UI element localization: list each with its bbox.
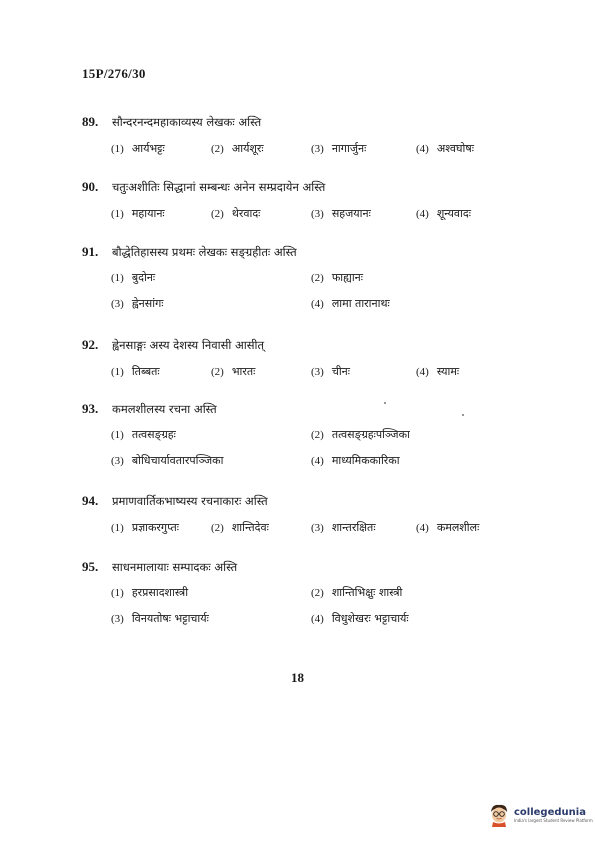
scan-speck [384, 402, 386, 404]
question-94 [82, 492, 532, 535]
question-number: 95. [82, 559, 99, 574]
option-2: (2) शान्तिभिक्षुः शास्त्री [311, 586, 403, 599]
question-text: ह्वेनसाङ्गः अस्य देशस्य निवासी आसीत् [112, 338, 265, 352]
option-2: (2) भारतः [211, 365, 256, 378]
option-4: (4) माध्यमिककारिका [311, 454, 400, 467]
option-2: (2) थेरवादः [211, 207, 261, 220]
option-2: (2) तत्वसङ्ग्रहःपञ्जिका [311, 428, 410, 441]
option-3: (3) बोधिचार्यावतारपञ्जिका [111, 454, 224, 467]
question-text: साधनमालायाः सम्पादकः अस्ति [112, 560, 238, 574]
option-3: (3) सहजयानः [311, 207, 371, 220]
question-number: 92. [82, 337, 99, 352]
page-number: 18 [291, 670, 304, 685]
option-1: (1) तिब्बतः [111, 365, 160, 378]
option-4: (4) कमलशीलः [416, 521, 480, 534]
question-text: कमलशीलस्य रचना अस्ति [112, 402, 217, 416]
question-95 [82, 558, 532, 626]
question-number: 90. [82, 179, 99, 194]
option-2: (2) फाह्यानः [311, 271, 363, 284]
option-4: (4) लामा तारानाथः [311, 297, 390, 310]
option-2: (2) शान्तिदेवः [211, 521, 269, 534]
logo-tagline: India's largest Student Review Platform [514, 817, 593, 823]
question-91 [82, 243, 532, 311]
option-1: (1) हरप्रसादशास्त्री [111, 586, 189, 599]
question-92 [82, 336, 532, 379]
option-4: (4) विधुशेखरः भट्टाचार्यः [311, 612, 409, 625]
logo-brand-text: collegedunia [514, 806, 586, 818]
options [82, 364, 532, 379]
options [82, 206, 532, 221]
question-number: 93. [82, 401, 99, 416]
option-3: (3) चीनः [311, 365, 350, 378]
option-1: (1) प्रज्ञाकरगुप्तः [111, 521, 180, 534]
option-3: (3) शान्तरक्षितः [311, 521, 376, 534]
paper-code: 15P/276/30 [82, 66, 146, 81]
option-1: (1) तत्वसङ्ग्रहः [111, 428, 176, 441]
option-3: (3) ह्वेनसांगः [111, 297, 164, 310]
options [82, 141, 532, 156]
scan-speck [462, 414, 464, 416]
question-number: 91. [82, 244, 99, 259]
option-1: (1) महायानः [111, 207, 165, 220]
student-mascot-icon [488, 803, 510, 827]
option-4: (4) स्यामः [416, 365, 460, 378]
question-number: 94. [82, 493, 99, 508]
options [82, 427, 532, 468]
question-text: प्रमाणवार्तिकभाष्यस्य रचनाकारः अस्ति [112, 494, 268, 508]
option-3: (3) विनयतोषः भट्टाचार्यः [111, 612, 209, 625]
question-text: बौद्धेतिहासस्य प्रथमः लेखकः सङ्ग्रहीतः अस्ति [112, 245, 297, 259]
question-number: 89. [82, 114, 99, 129]
question-93 [82, 400, 532, 468]
option-4: (4) शून्यवादः [416, 207, 471, 220]
question-text: सौन्दरनन्दमहाकाव्यस्य लेखकः अस्ति [112, 115, 262, 129]
option-1: (1) बुदोनः [111, 271, 156, 284]
option-4: (4) अश्वघोषः [416, 142, 474, 155]
option-3: (3) नागार्जुनः [311, 142, 367, 155]
options [82, 520, 532, 535]
options [82, 270, 532, 311]
question-90 [82, 178, 532, 221]
option-2: (2) आर्यशूरः [211, 142, 264, 155]
collegedunia-logo [488, 803, 593, 827]
options [82, 585, 532, 626]
question-text: चतुःअशीतिः सिद्धानां सम्बन्धः अनेन सम्प्रदायेन अस्ति [112, 180, 326, 194]
option-1: (1) आर्यभट्टः [111, 142, 165, 155]
question-89 [82, 113, 532, 156]
